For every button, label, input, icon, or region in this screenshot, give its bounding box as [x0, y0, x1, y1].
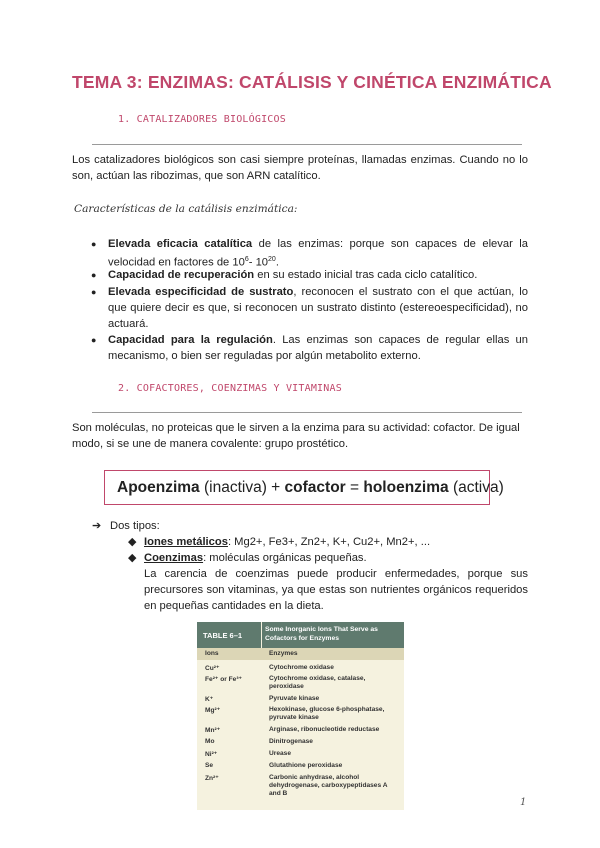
coenzymes-text: : moléculas orgánicas pequeñas.	[203, 552, 367, 564]
section-1-intro: Los catalizadores biológicos son casi siempre proteínas, llamadas enzimas. Cuando no lo son, actúan las ribozimas, que son ARN catalítico.	[72, 154, 528, 182]
table-label: TABLE 6–1	[203, 631, 243, 640]
table-cell-ion: Mn²⁺	[205, 727, 221, 734]
bullet-recovery-text: en su estado inicial tras cada ciclo catalítico.	[254, 269, 478, 281]
page-number: 1	[520, 797, 527, 808]
bullet-efficacy-text: de las enzimas: porque son capaces de elevar la velocidad en factores de 10	[108, 238, 528, 269]
bullet-recovery	[91, 267, 528, 283]
table-cell-ion: Fe²⁺ or Fe³⁺	[205, 676, 242, 683]
table-cell-ion: Mo	[205, 738, 215, 745]
bullet-efficacy-mid: - 10	[248, 256, 269, 269]
exponent-high: 20	[268, 256, 276, 263]
table-cell-enzymes: Arginase, ribonucleotide reductase	[269, 726, 380, 733]
bullet-efficacy-end: .	[275, 256, 279, 269]
bullet-dot: ●	[91, 335, 97, 345]
bullet-specificity-text: , reconocen el sustrato con el que actúan, lo que quiere decir es que, si reconocen un sustrato distinto (estereoespecificidad), no actuará.	[108, 286, 528, 330]
coenzymes-label: Coenzimas	[144, 552, 204, 564]
column-enzymes: Enzymes	[269, 650, 298, 657]
table-cell-enzymes: Urease	[269, 750, 291, 757]
table-cell-ion: Ni²⁺	[205, 751, 218, 758]
coenzymes-detail: La carencia de coenzimas puede producir enfermedades, porque sus precursores son vitaminas, ya que estas son nutrientes orgánicos requeridos en pequeñas cantidades en la dieta.	[144, 568, 528, 612]
bullet-efficacy-bold: Elevada eficacia catalítica	[108, 238, 253, 250]
metal-ions-text: : Mg2+, Fe3+, Zn2+, K+, Cu2+, Mn2+, ...	[227, 536, 431, 548]
bullet-dot: ●	[91, 270, 97, 280]
arrow-right-icon: ➔	[92, 520, 102, 532]
table-cell-enzymes: Pyruvate kinase	[269, 695, 320, 702]
bullet-regulation	[91, 332, 528, 364]
table-header	[197, 622, 404, 648]
table-cell-enzymes: Glutathione peroxidase	[269, 762, 343, 769]
table-cell-enzymes: Cytochrome oxidase, catalase, peroxidase	[269, 675, 366, 690]
metal-ions-label: Iones metálicos	[144, 536, 228, 548]
bullet-efficacy	[91, 236, 528, 271]
table-cell-enzymes: Carbonic anhydrase, alcohol dehydrogenase, carboxypeptidases A and B	[269, 774, 388, 797]
table-cell-ion: K⁺	[205, 696, 214, 703]
bullet-specificity	[91, 284, 528, 332]
types-line	[92, 518, 160, 534]
diamond-bullet-icon: ◆	[128, 536, 137, 548]
diamond-bullet-icon: ◆	[128, 552, 137, 564]
type-coenzymes	[128, 550, 367, 566]
apoenzyme-term: Apoenzima	[117, 479, 200, 496]
catalysis-subheading: Características de la catálisis enzimática:	[74, 203, 298, 215]
holoenzyme-state: (activa)	[448, 479, 504, 496]
holoenzyme-term: holoenzima	[363, 479, 449, 496]
holoenzyme-equation	[117, 479, 504, 497]
section-2-intro: Son moléculas, no proteicas que le sirven a la enzima para su actividad: cofactor. De igual modo, si se une de manera covalente: grupo prostético.	[72, 422, 520, 450]
table-cell-ion: Mg²⁺	[205, 707, 221, 714]
holoenzyme-equation-box	[104, 470, 504, 505]
type-metal-ions	[128, 534, 430, 550]
table-cell-enzymes: Dinitrogenase	[269, 738, 313, 745]
table-cell-ion: Zn²⁺	[205, 775, 219, 782]
apoenzyme-state: (inactiva) +	[199, 479, 285, 496]
column-ions: Ions	[205, 650, 219, 657]
bullet-regulation-text: . Las enzimas son capaces de regular ellas un mecanismo, o bien ser reguladas por algún metabolito externo.	[108, 334, 528, 362]
section-2-heading: 2. COFACTORES, COENZIMAS Y VITAMINAS	[118, 383, 342, 394]
bullet-dot: ●	[91, 287, 97, 297]
table-column-headers	[197, 648, 404, 660]
bullet-regulation-bold: Capacidad para la regulación	[108, 334, 273, 346]
bullet-specificity-bold: Elevada especificidad de sustrato	[108, 286, 294, 298]
bullet-recovery-bold: Capacidad de recuperación	[108, 269, 255, 281]
cofactor-term: cofactor	[284, 479, 346, 496]
exponent-low: 6	[244, 256, 249, 263]
table-caption: Some Inorganic Ions That Serve as Cofactors for Enzymes	[265, 626, 378, 642]
table-cell-ion: Cu²⁺	[205, 665, 220, 672]
table-cell-ion: Se	[205, 762, 214, 769]
table-cell-enzymes: Hexokinase, glucose 6-phosphatase, pyruvate kinase	[269, 706, 385, 721]
bullet-dot: ●	[91, 239, 97, 249]
section-1-heading: 1. CATALIZADORES BIOLÓGICOS	[118, 114, 286, 125]
section-1-divider	[92, 144, 522, 145]
types-label: Dos tipos:	[110, 520, 160, 532]
equals-sign: =	[345, 479, 364, 496]
table-cell-enzymes: Cytochrome oxidase	[269, 664, 334, 671]
page-title: TEMA 3: ENZIMAS: CATÁLISIS Y CINÉTICA ENZIMÁTICA	[72, 72, 552, 92]
section-2-divider	[92, 412, 522, 413]
cofactor-ions-table	[197, 622, 404, 810]
table-header-divider	[261, 622, 262, 648]
